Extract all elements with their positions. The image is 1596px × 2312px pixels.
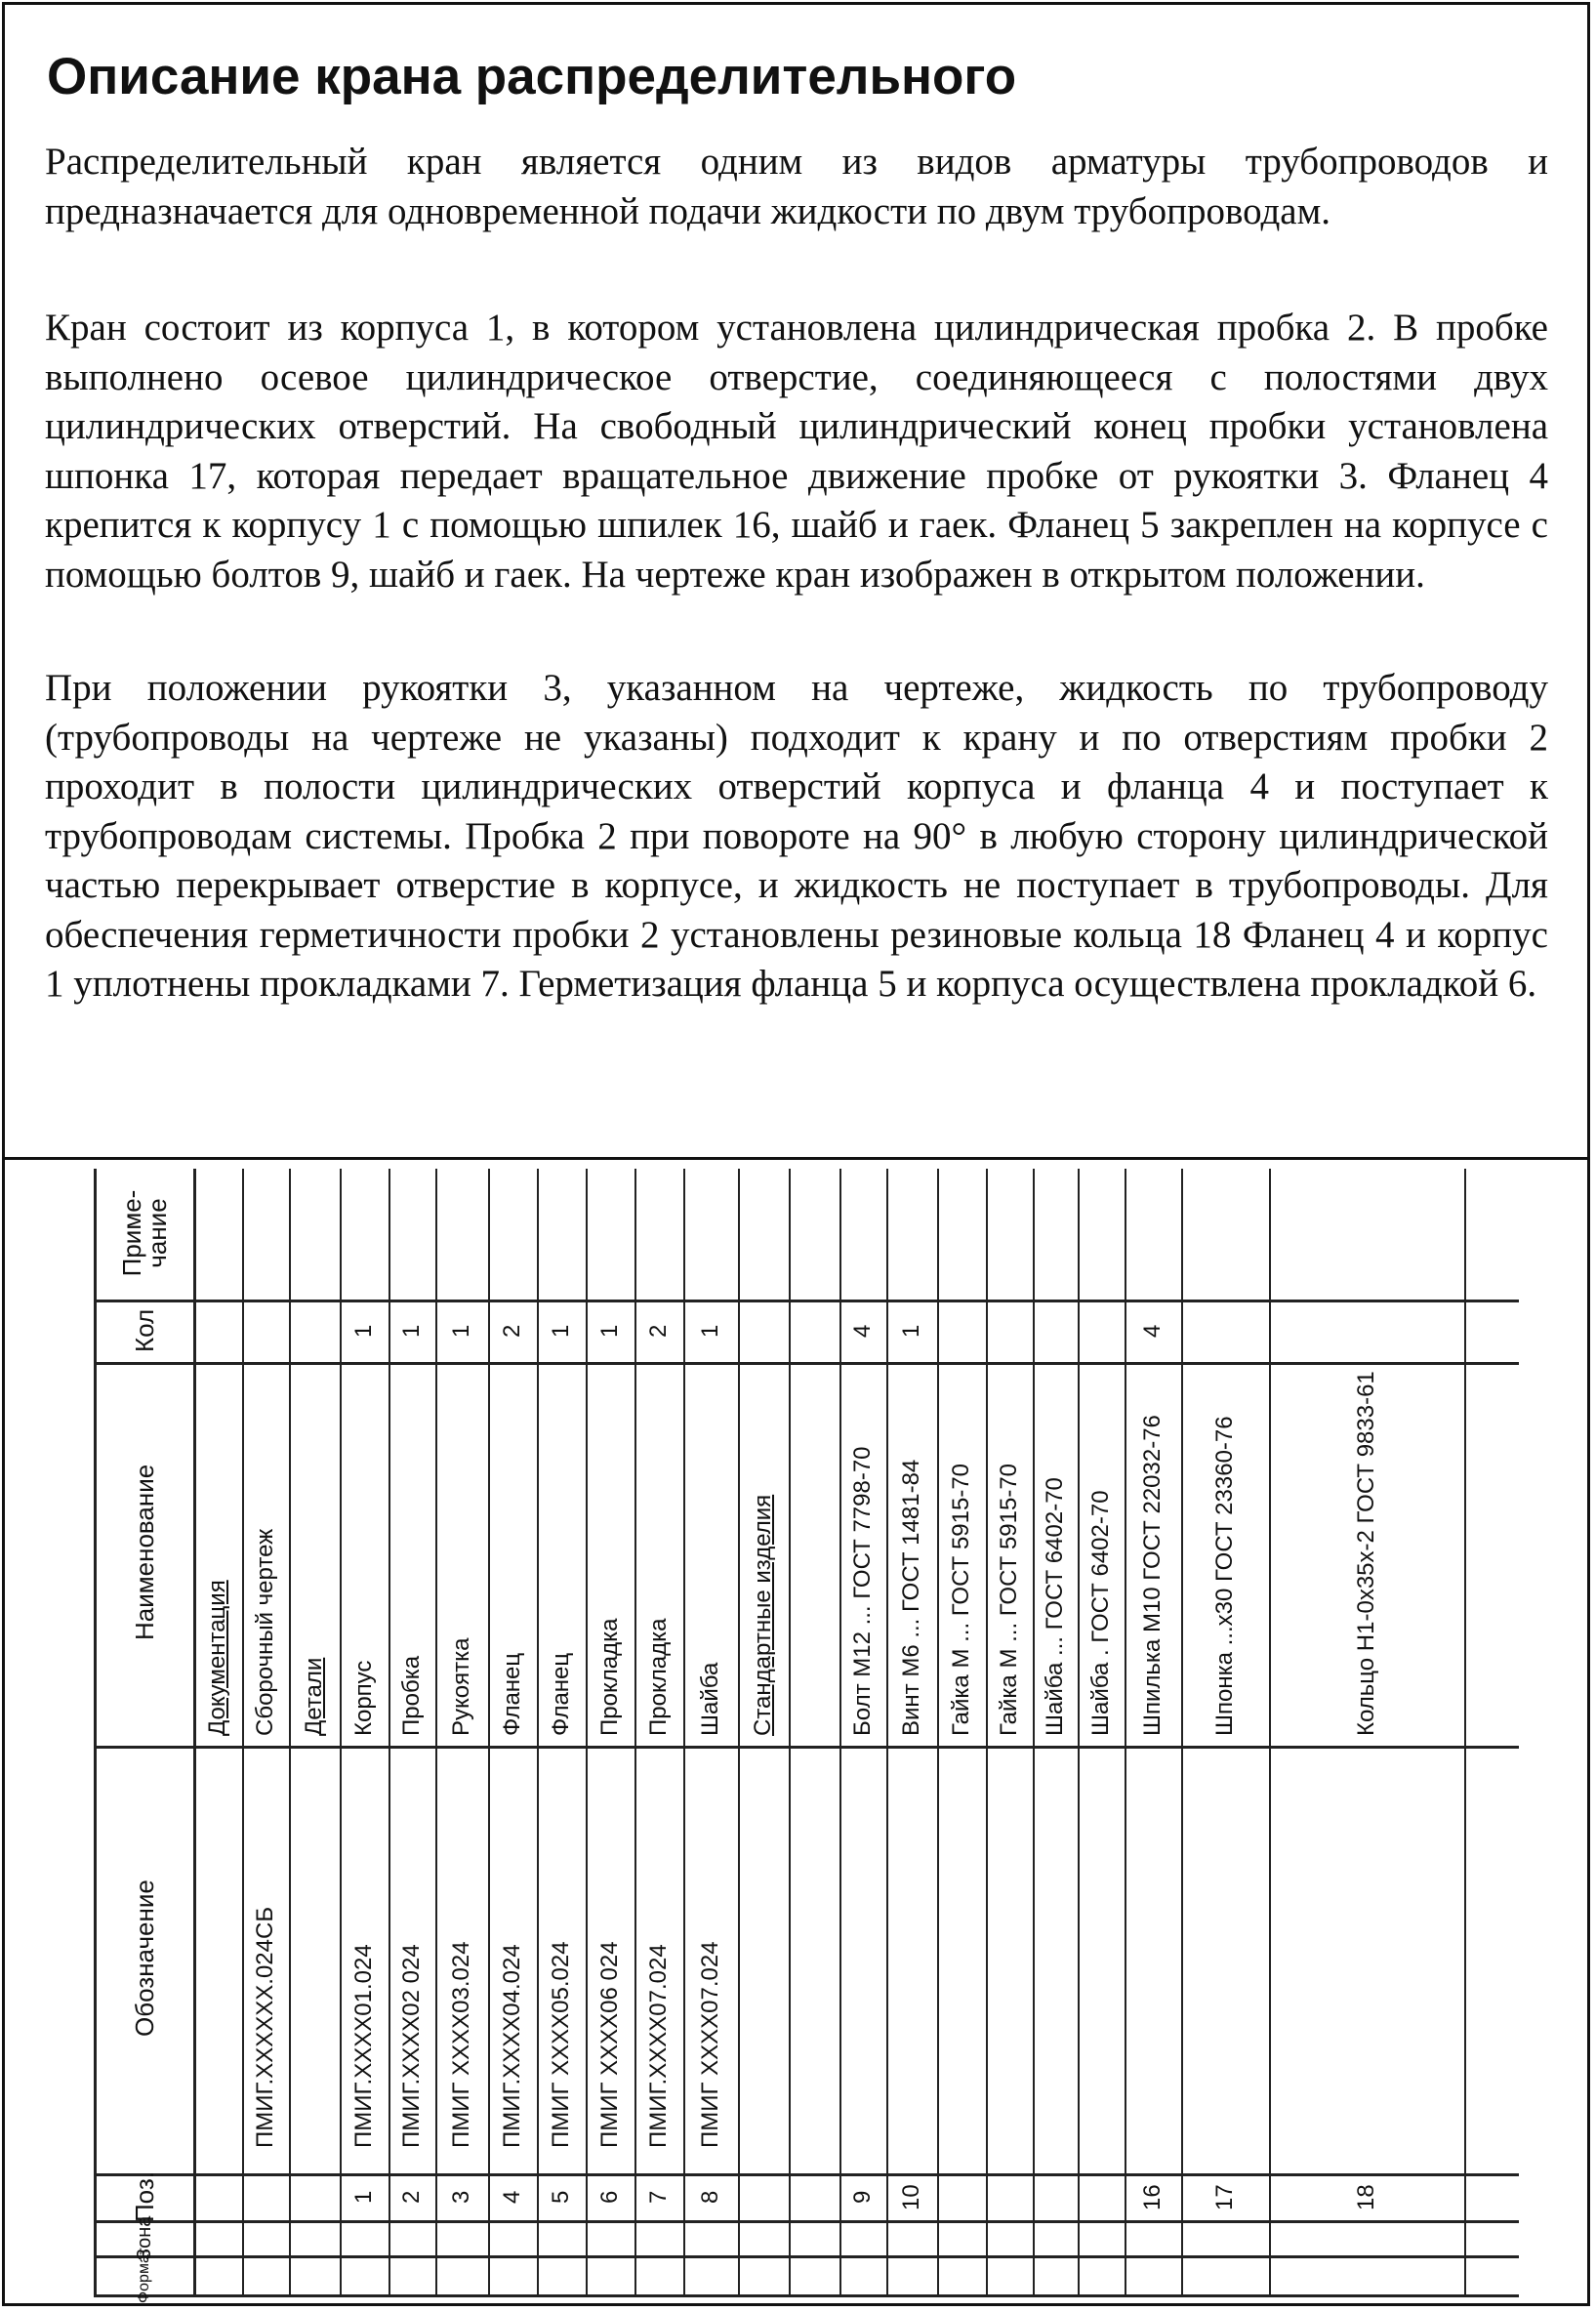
header-designation: Обозначение [129,1878,159,2037]
page-title: Описание крана распределительного [47,48,1017,105]
table-grid-vline [1181,1169,1183,2296]
table-grid-hline [94,2255,1519,2258]
row-name: Гайка М ... ГОСТ 5915-70 [948,1463,974,1736]
row-name: Прокладка [645,1618,672,1736]
row-qty: 2 [645,1324,672,1338]
row-qty: 1 [898,1324,924,1338]
row-name: Корпус [350,1660,377,1736]
table-grid-vline [488,1169,490,2296]
row-pos: 1 [350,2190,377,2204]
table-grid-vline [1078,1169,1080,2296]
row-name: Болт М12 ... ГОСТ 7798-70 [849,1446,876,1736]
row-qty: 4 [849,1324,876,1338]
table-grid-vline [937,1169,939,2296]
row-name: Шпилька М10 ГОСТ 22032-76 [1139,1415,1166,1736]
row-name: Стандартные изделия [750,1494,776,1736]
row-pos: 4 [499,2190,525,2204]
row-designation: ПМИГ.XXXX01.024 [350,1944,377,2148]
row-qty: 1 [596,1324,623,1338]
row-pos: 7 [645,2190,672,2204]
table-grid-vline [289,1169,291,2296]
paragraph-1: Распределительный кран является одним из видов арматуры трубопроводов и предназначается для одновременной подачи жидкости по двум трубопроводам. [45,141,1548,232]
header-format: Формат [136,2247,152,2303]
row-name: Детали [301,1657,327,1736]
row-qty: 2 [499,1324,525,1338]
header-zone: Зона [133,2215,155,2260]
table-grid-vline [537,1169,539,2296]
row-name: Фланец [499,1652,525,1736]
table-grid-vline [683,1169,685,2296]
row-pos: 8 [697,2190,723,2204]
table-grid-vline [1033,1169,1035,2296]
row-name: Гайка М ... ГОСТ 5915-70 [996,1463,1022,1736]
table-grid-hline [94,2294,1519,2297]
row-pos: 2 [398,2190,425,2204]
row-name: Шпонка ...x30 ГОСТ 23360-76 [1211,1416,1238,1736]
table-grid-vline [738,1169,740,2296]
header-pos: Поз. [129,2171,159,2222]
row-name: Прокладка [596,1618,623,1736]
row-pos: 3 [448,2190,474,2204]
row-qty: 4 [1139,1324,1166,1338]
paragraph-3: При положении рукоятки 3, указанном на чертеже, жидкость по трубопроводу (трубопроводы на чертеже не указаны) подходит к крану и по отверстиям пробки 2 проходит в полости цилиндрических отверстий корпуса и фланца 4 и поступает к трубопроводам системы. Пробка 2 при повороте на 90° в любую сторону цилиндрической частью перекрывает отверстие в корпусе, и жидкость не поступает в трубопроводы. Для обеспечения герметичности пробки 2 установлены резиновые кольца 18 Фланец 4 и корпус 1 уплотнены прокладками 7. Герметизация фланца 5 и корпуса осуществлена прокладкой 6. [45,667,1548,1005]
row-qty: 1 [448,1324,474,1338]
table-grid-vline [94,1169,97,2296]
table-grid-hline [94,1362,1519,1365]
row-designation: ПМИГ.XXXX04.024 [499,1944,525,2148]
table-grid-vline [1464,1169,1466,2296]
row-designation: ПМИГ.XXXXXX.024СБ [252,1906,278,2148]
row-pos: 10 [898,2183,924,2210]
row-name: Винт М6 ... ГОСТ 1481-84 [898,1459,924,1736]
row-qty: 1 [350,1324,377,1338]
row-name: Фланец [548,1652,574,1736]
row-designation: ПМИГ.XXXX07.024 [645,1944,672,2148]
table-grid-vline [886,1169,888,2296]
row-pos: 5 [548,2190,574,2204]
table-grid-vline [586,1169,588,2296]
table-grid-hline [94,1746,1519,1749]
row-name: Шайба . ГОСТ 6402-70 [1087,1490,1114,1736]
row-pos: 16 [1139,2183,1166,2210]
row-pos: 9 [849,2190,876,2204]
header-note: Приме-чание [117,1189,172,1277]
row-qty: 1 [697,1324,723,1338]
row-name: Сборочный чертеж [252,1528,278,1736]
table-grid-hline [94,2220,1519,2223]
table-grid-vline [435,1169,437,2296]
table-grid-vline [340,1169,342,2296]
row-pos: 17 [1211,2183,1238,2210]
table-grid-vline [789,1169,791,2296]
table-grid-vline [839,1169,841,2296]
row-name: Пробка [398,1655,425,1736]
table-grid-vline [986,1169,988,2296]
row-designation: ПМИГ XXXX05.024 [548,1941,574,2148]
table-grid-vline [1125,1169,1126,2296]
row-pos: 18 [1353,2183,1379,2210]
header-name: Наименование [129,1464,159,1640]
row-name: Шайба ... ГОСТ 6402-70 [1042,1477,1068,1736]
row-designation: ПМИГ XXXX06 024 [596,1941,623,2148]
table-grid-hline [94,2173,1519,2176]
paragraph-2: Кран состоит из корпуса 1, в котором установлена цилиндрическая пробка 2. В пробке выполнено осевое цилиндрическое отверстие, соединяющееся с полостями двух цилиндрических отверстий. На свободный цилиндрический конец пробки установлена шпонка 17, которая передает вращательное движение пробке от рукоятки 3. Фланец 4 крепится к корпусу 1 с помощью шпилек 16, шайб и гаек. Фланец 5 закреплен на корпусе с помощью болтов 9, шайб и гаек. На чертеже кран изображен в открытом положении. [45,307,1548,596]
table-grid-vline [193,1169,196,2296]
table-grid-vline [242,1169,244,2296]
table-grid-hline [94,1300,1519,1302]
table-grid-vline [1269,1169,1271,2296]
header-qty: Кол [129,1308,159,1352]
row-pos: 6 [596,2190,623,2204]
row-designation: ПМИГ XXXX07.024 [697,1941,723,2148]
row-name: Шайба [697,1662,723,1736]
row-name: Документация [204,1580,230,1736]
table-grid-vline [389,1169,390,2296]
table-grid-vline [634,1169,636,2296]
row-qty: 1 [398,1324,425,1338]
row-name: Кольцо Н1-0x35x-2 ГОСТ 9833-61 [1353,1371,1379,1736]
row-qty: 1 [548,1324,574,1338]
row-designation: ПМИГ XXXX03.024 [448,1941,474,2148]
row-designation: ПМИГ.XXXX02 024 [398,1944,425,2148]
row-name: Рукоятка [448,1637,474,1736]
